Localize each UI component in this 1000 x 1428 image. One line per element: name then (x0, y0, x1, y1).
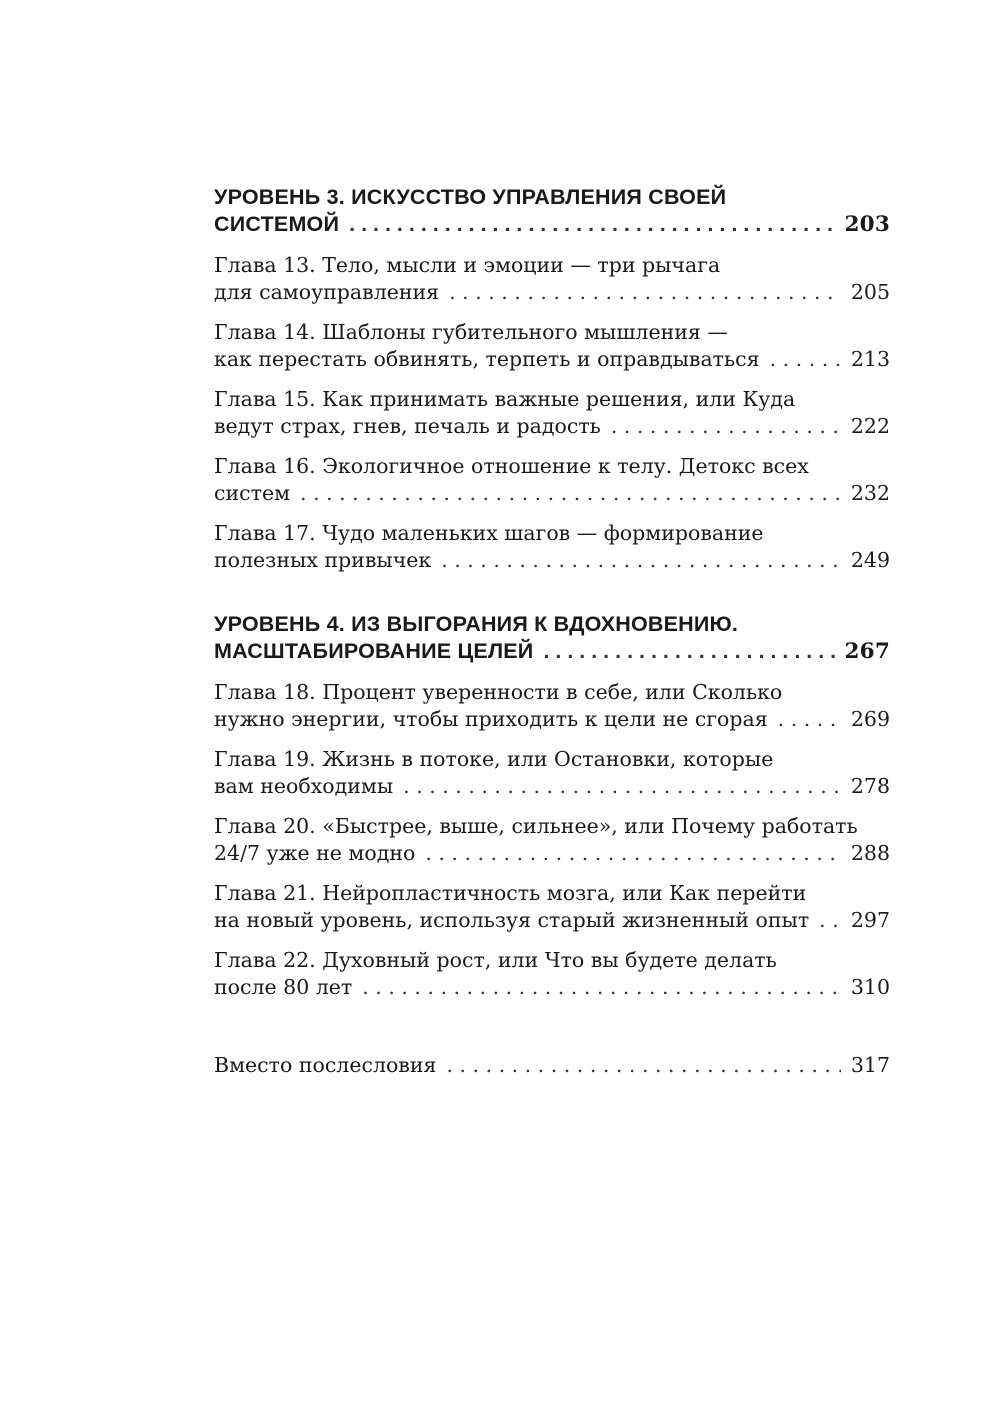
page-number: 222 (850, 414, 890, 438)
dot-leader (449, 279, 841, 306)
page-number: 297 (850, 908, 890, 932)
toc-chapter-20[interactable] (214, 813, 890, 867)
chapter-title-line1: Глава 17. Чудо маленьких шагов — формирование (214, 521, 764, 545)
table-of-contents (214, 184, 890, 1092)
chapter-title-line1: Глава 13. Тело, мысли и эмоции — три рычага (214, 253, 721, 277)
dot-leader (543, 638, 834, 665)
section-spacer (214, 1014, 890, 1052)
dot-leader (349, 211, 834, 238)
chapter-title-line2: ведут страх, гнев, печаль и радость (214, 414, 601, 438)
chapter-title-line2: для самоуправления (214, 280, 440, 304)
chapter-title-line2: на новый уровень, используя старый жизненный опыт (214, 908, 810, 932)
toc-chapter-19[interactable] (214, 746, 890, 800)
toc-chapter-21[interactable] (214, 880, 890, 934)
dot-leader (446, 1052, 840, 1079)
level-title-line2: МАСШТАБИРОВАНИЕ ЦЕЛЕЙ (214, 639, 534, 663)
chapter-title-line1: Глава 16. Экологичное отношение к телу. Детокс всех (214, 454, 809, 478)
level-title-line1: УРОВЕНЬ 4. ИЗ ВЫГОРАНИЯ К ВДОХНОВЕНИЮ. (214, 612, 739, 636)
toc-chapter-17[interactable] (214, 520, 890, 574)
dot-leader (403, 773, 841, 800)
chapter-title-line2: как перестать обвинять, терпеть и оправдываться (214, 347, 760, 371)
toc-chapter-13[interactable] (214, 252, 890, 306)
chapter-title-line1: Глава 21. Нейропластичность мозга, или Как перейти (214, 881, 807, 905)
chapter-title-line1: Глава 14. Шаблоны губительного мышления — (214, 320, 728, 344)
toc-chapter-14[interactable] (214, 319, 890, 373)
page-number: 269 (850, 707, 890, 731)
toc-afterword[interactable] (214, 1052, 890, 1079)
chapter-title-line2: полезных привычек (214, 548, 432, 572)
dot-leader (819, 907, 841, 934)
chapter-title-line1: Глава 18. Процент уверенности в себе, или Сколько (214, 680, 783, 704)
page-number: 232 (850, 481, 890, 505)
page-number: 205 (850, 280, 890, 304)
toc-chapter-22[interactable] (214, 947, 890, 1001)
dot-leader (778, 706, 841, 733)
section-spacer (214, 587, 890, 611)
chapter-title-line2: 24/7 уже не модно (214, 841, 416, 865)
dot-leader (300, 480, 841, 507)
afterword-title: Вместо послесловия (214, 1053, 437, 1077)
toc-chapter-18[interactable] (214, 679, 890, 733)
chapter-title-line1: Глава 15. Как принимать важные решения, или Куда (214, 387, 796, 411)
page-number: 267 (844, 639, 890, 664)
dot-leader (611, 413, 841, 440)
chapter-title-line2: нужно энергии, чтобы приходить к цели не сгорая (214, 707, 768, 731)
toc-level-4[interactable] (214, 611, 890, 665)
dot-leader (441, 547, 841, 574)
chapter-title-line2: вам необходимы (214, 774, 394, 798)
page-number: 288 (850, 841, 890, 865)
chapter-title-line2: после 80 лет (214, 975, 353, 999)
dot-leader (362, 974, 841, 1001)
chapter-title-line2: систем (214, 481, 291, 505)
page-number: 310 (850, 975, 890, 999)
page-number: 278 (850, 774, 890, 798)
page-number: 249 (850, 548, 890, 572)
toc-chapter-16[interactable] (214, 453, 890, 507)
dot-leader (770, 346, 841, 373)
toc-chapter-15[interactable] (214, 386, 890, 440)
toc-level-3[interactable] (214, 184, 890, 238)
level-title-line1: УРОВЕНЬ 3. ИСКУССТВО УПРАВЛЕНИЯ СВОЕЙ (214, 185, 727, 209)
chapter-title-line1: Глава 19. Жизнь в потоке, или Остановки, которые (214, 747, 774, 771)
page-number: 317 (850, 1053, 890, 1077)
chapter-title-line1: Глава 22. Духовный рост, или Что вы будете делать (214, 948, 777, 972)
chapter-title-line1: Глава 20. «Быстрее, выше, сильнее», или Почему работать (214, 814, 858, 838)
page-number: 213 (850, 347, 890, 371)
page-number: 203 (844, 212, 890, 237)
dot-leader (425, 840, 841, 867)
level-title-line2: СИСТЕМОЙ (214, 212, 340, 236)
